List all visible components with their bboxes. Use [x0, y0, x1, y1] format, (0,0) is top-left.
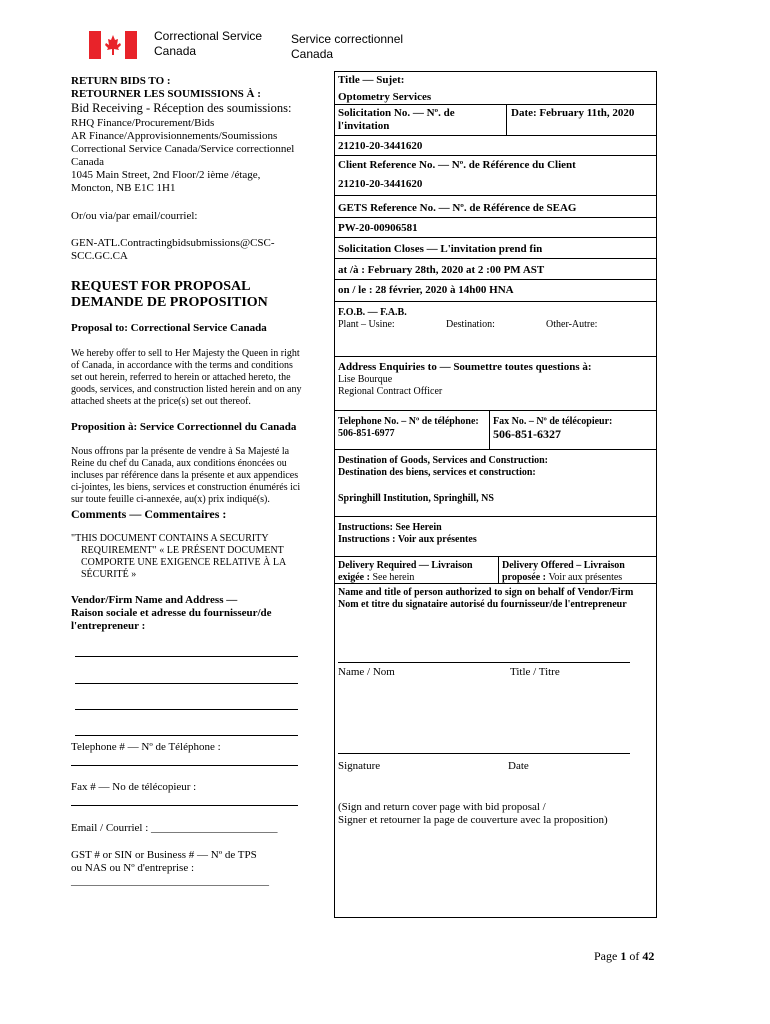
title-sig-label: Title / Titre: [510, 666, 560, 678]
vendor-fax-line[interactable]: [71, 805, 298, 806]
fob-other: Other-Autre:: [546, 319, 598, 330]
rfp-title: REQUEST FOR PROPOSAL DEMANDE DE PROPOSITION: [71, 279, 268, 310]
email-intro: Or/ou via/par email/courriel:: [71, 210, 198, 222]
bid-receiving: Bid Receiving - Réception des soumissions:: [71, 101, 292, 115]
contact-name: Lise Bourque: [338, 374, 393, 385]
comments-heading: Comments — Commentaires :: [71, 507, 227, 521]
department-name-en: Correctional Service Canada: [154, 29, 263, 58]
client-ref-number: 21210-20-3441620: [338, 178, 423, 190]
solicitation-label: Solicitation No. — Nº. de l'invitation: [338, 107, 455, 132]
name-title-line[interactable]: [338, 662, 630, 663]
closing-date-fr: on / le : 28 février, 2020 à 14h00 HNA: [338, 284, 514, 296]
sign-return-note: (Sign and return cover page with bid proposal / Signer et retourner la page de couverture avec la proposition): [338, 801, 608, 826]
department-name-fr: Service correctionnel Canada: [291, 32, 404, 61]
signature-line[interactable]: [338, 753, 630, 754]
fob-label: F.O.B. — F.A.B.: [338, 307, 407, 318]
name-label: Name / Nom: [338, 666, 395, 678]
return-address: RHQ Finance/Procurement/Bids AR Finance/Approvisionnements/Soumissions Correctional Service Canada/Service correctionnel Canada 1045 Main Street, 2nd Floor/2 ième /étage, Moncton, NB E1C 1H1: [71, 117, 295, 194]
return-bids-heading: RETURN BIDS TO : RETOURNER LES SOUMISSIONS À :: [71, 75, 261, 100]
enquiries-label: Address Enquiries to — Soumettre toutes questions à:: [338, 361, 592, 373]
solicitation-date: Date: February 11th, 2020: [511, 107, 635, 119]
solicitation-number: 21210-20-3441620: [338, 140, 423, 152]
vendor-line-3[interactable]: [75, 709, 298, 710]
telephone-number: 506-851-6977: [338, 428, 395, 439]
closing-label: Solicitation Closes — L'invitation prend fin: [338, 243, 543, 255]
signature-label: Signature: [338, 760, 381, 772]
fob-destination: Destination:: [446, 319, 495, 330]
authorized-signatory-label: Name and title of person authorized to sign on behalf of Vendor/Firm Nom et titre du signataire autorisé du fournisseur/de l'entrepreneur: [338, 587, 634, 610]
vendor-telephone-label: Telephone # — Nº de Téléphone :: [71, 741, 221, 753]
offer-text-fr: Nous offrons par la présente de vendre à Sa Majesté la Reine du chef du Canada, aux conditions énoncées ou incluses par référence dans la présente et aux appendices ci-jointes, les biens, services et construction énumérés ici sur toute feuille ci-annexée, au(x) prix indiqué(s).: [71, 446, 301, 505]
fax-label: Fax No. – Nº de télécopieur:: [493, 416, 613, 427]
delivery-offered: Delivery Offered – Livraison proposée : Voir aux présentes: [502, 560, 625, 583]
title-value: Optometry Services: [338, 91, 432, 103]
canada-flag-icon: [89, 31, 137, 59]
vendor-email-field[interactable]: Email / Courriel : _______________________: [71, 822, 278, 834]
vendor-telephone-line[interactable]: [71, 765, 298, 766]
offer-text-en: We hereby offer to sell to Her Majesty the Queen in right of Canada, in accordance with the terms and conditions set out herein, referred to herein or attached hereto, the goods, services, and construction listed herein and on any attached sheets at the price(s) set out thereof.: [71, 348, 302, 407]
vendor-line-2[interactable]: [75, 683, 298, 684]
vendor-fax-label: Fax # — No de télécopieur :: [71, 781, 197, 793]
gst-field[interactable]: GST # or SIN or Business # — Nº de TPS ou NAS ou Nº d'entreprise : ____________________________________: [71, 849, 269, 887]
gets-ref-label: GETS Reference No. — Nº. de Référence de SEAG: [338, 202, 577, 214]
client-ref-label: Client Reference No. — Nº. de Référence du Client: [338, 159, 576, 171]
gets-ref-number: PW-20-00906581: [338, 222, 418, 234]
delivery-required: Delivery Required — Livraison exigée : See herein: [338, 560, 473, 583]
date-sig-label: Date: [508, 760, 529, 772]
vendor-line-1[interactable]: [75, 656, 298, 657]
security-notice: "THIS DOCUMENT CONTAINS A SECURITY REQUIREMENT" « LE PRÉSENT DOCUMENT COMPORTE UNE EXIGENCE RELATIVE À LA SÉCURITÉ »: [71, 533, 287, 580]
fax-number: 506-851-6327: [493, 427, 561, 441]
proposal-to: Proposal to: Correctional Service Canada: [71, 322, 267, 334]
vendor-line-4[interactable]: [75, 735, 298, 736]
title-label: Title — Sujet:: [338, 74, 405, 86]
contact-title: Regional Contract Officer: [338, 386, 443, 397]
page-number: Page 1 of 42: [594, 949, 655, 963]
destination-info: Destination of Goods, Services and Construction: Destination des biens, services et construction: Springhill Institution, Springhill, NS: [338, 455, 549, 504]
vendor-heading: Vendor/Firm Name and Address — Raison sociale et adresse du fournisseur/de l'entrepreneur :: [71, 594, 272, 632]
proposition-a: Proposition à: Service Correctionnel du Canada: [71, 421, 297, 433]
instructions: Instructions: See Herein Instructions : Voir aux présentes: [338, 522, 477, 545]
bid-email[interactable]: GEN-ATL.Contractingbidsubmissions@CSC- SCC.GC.CA: [71, 237, 275, 262]
fob-plant: Plant – Usine:: [338, 319, 395, 330]
telephone-label: Telephone No. – Nº de téléphone:: [338, 416, 479, 427]
closing-date-en: at /à : February 28th, 2020 at 2 :00 PM AST: [338, 264, 545, 276]
